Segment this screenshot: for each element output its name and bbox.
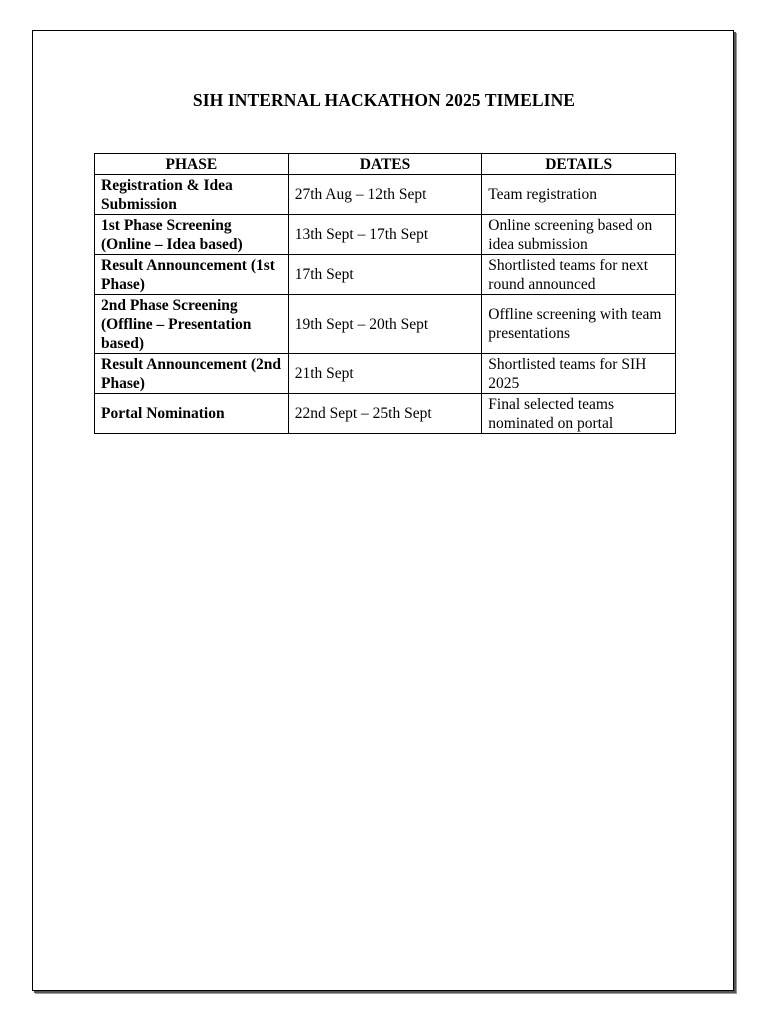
- phase-cell: Portal Nomination: [95, 394, 289, 434]
- dates-cell: 17th Sept: [288, 255, 482, 295]
- details-cell: Shortlisted teams for SIH 2025: [482, 354, 676, 394]
- details-cell: Shortlisted teams for next round announced: [482, 255, 676, 295]
- dates-cell: 22nd Sept – 25th Sept: [288, 394, 482, 434]
- details-cell: Final selected teams nominated on portal: [482, 394, 676, 434]
- document-page: [32, 30, 734, 991]
- table-row: [95, 394, 676, 434]
- phase-cell: 1st Phase Screening (Online – Idea based): [95, 215, 289, 255]
- header-dates: DATES: [288, 154, 482, 175]
- dates-cell: 27th Aug – 12th Sept: [288, 175, 482, 215]
- phase-cell: 2nd Phase Screening (Offline – Presentation based): [95, 295, 289, 354]
- dates-cell: 19th Sept – 20th Sept: [288, 295, 482, 354]
- dates-cell: 21th Sept: [288, 354, 482, 394]
- table-row: [95, 354, 676, 394]
- phase-cell: Result Announcement (2nd Phase): [95, 354, 289, 394]
- phase-cell: Result Announcement (1st Phase): [95, 255, 289, 295]
- details-cell: Offline screening with team presentations: [482, 295, 676, 354]
- header-phase: PHASE: [95, 154, 289, 175]
- dates-cell: 13th Sept – 17th Sept: [288, 215, 482, 255]
- table-row: [95, 255, 676, 295]
- phase-cell: Registration & Idea Submission: [95, 175, 289, 215]
- table-row: [95, 295, 676, 354]
- table-header-row: [95, 154, 676, 175]
- table-row: [95, 215, 676, 255]
- header-details: DETAILS: [482, 154, 676, 175]
- table-row: [95, 175, 676, 215]
- details-cell: Online screening based on idea submission: [482, 215, 676, 255]
- timeline-table: [94, 153, 676, 434]
- document-title: SIH INTERNAL HACKATHON 2025 TIMELINE: [192, 90, 576, 110]
- details-cell: Team registration: [482, 175, 676, 215]
